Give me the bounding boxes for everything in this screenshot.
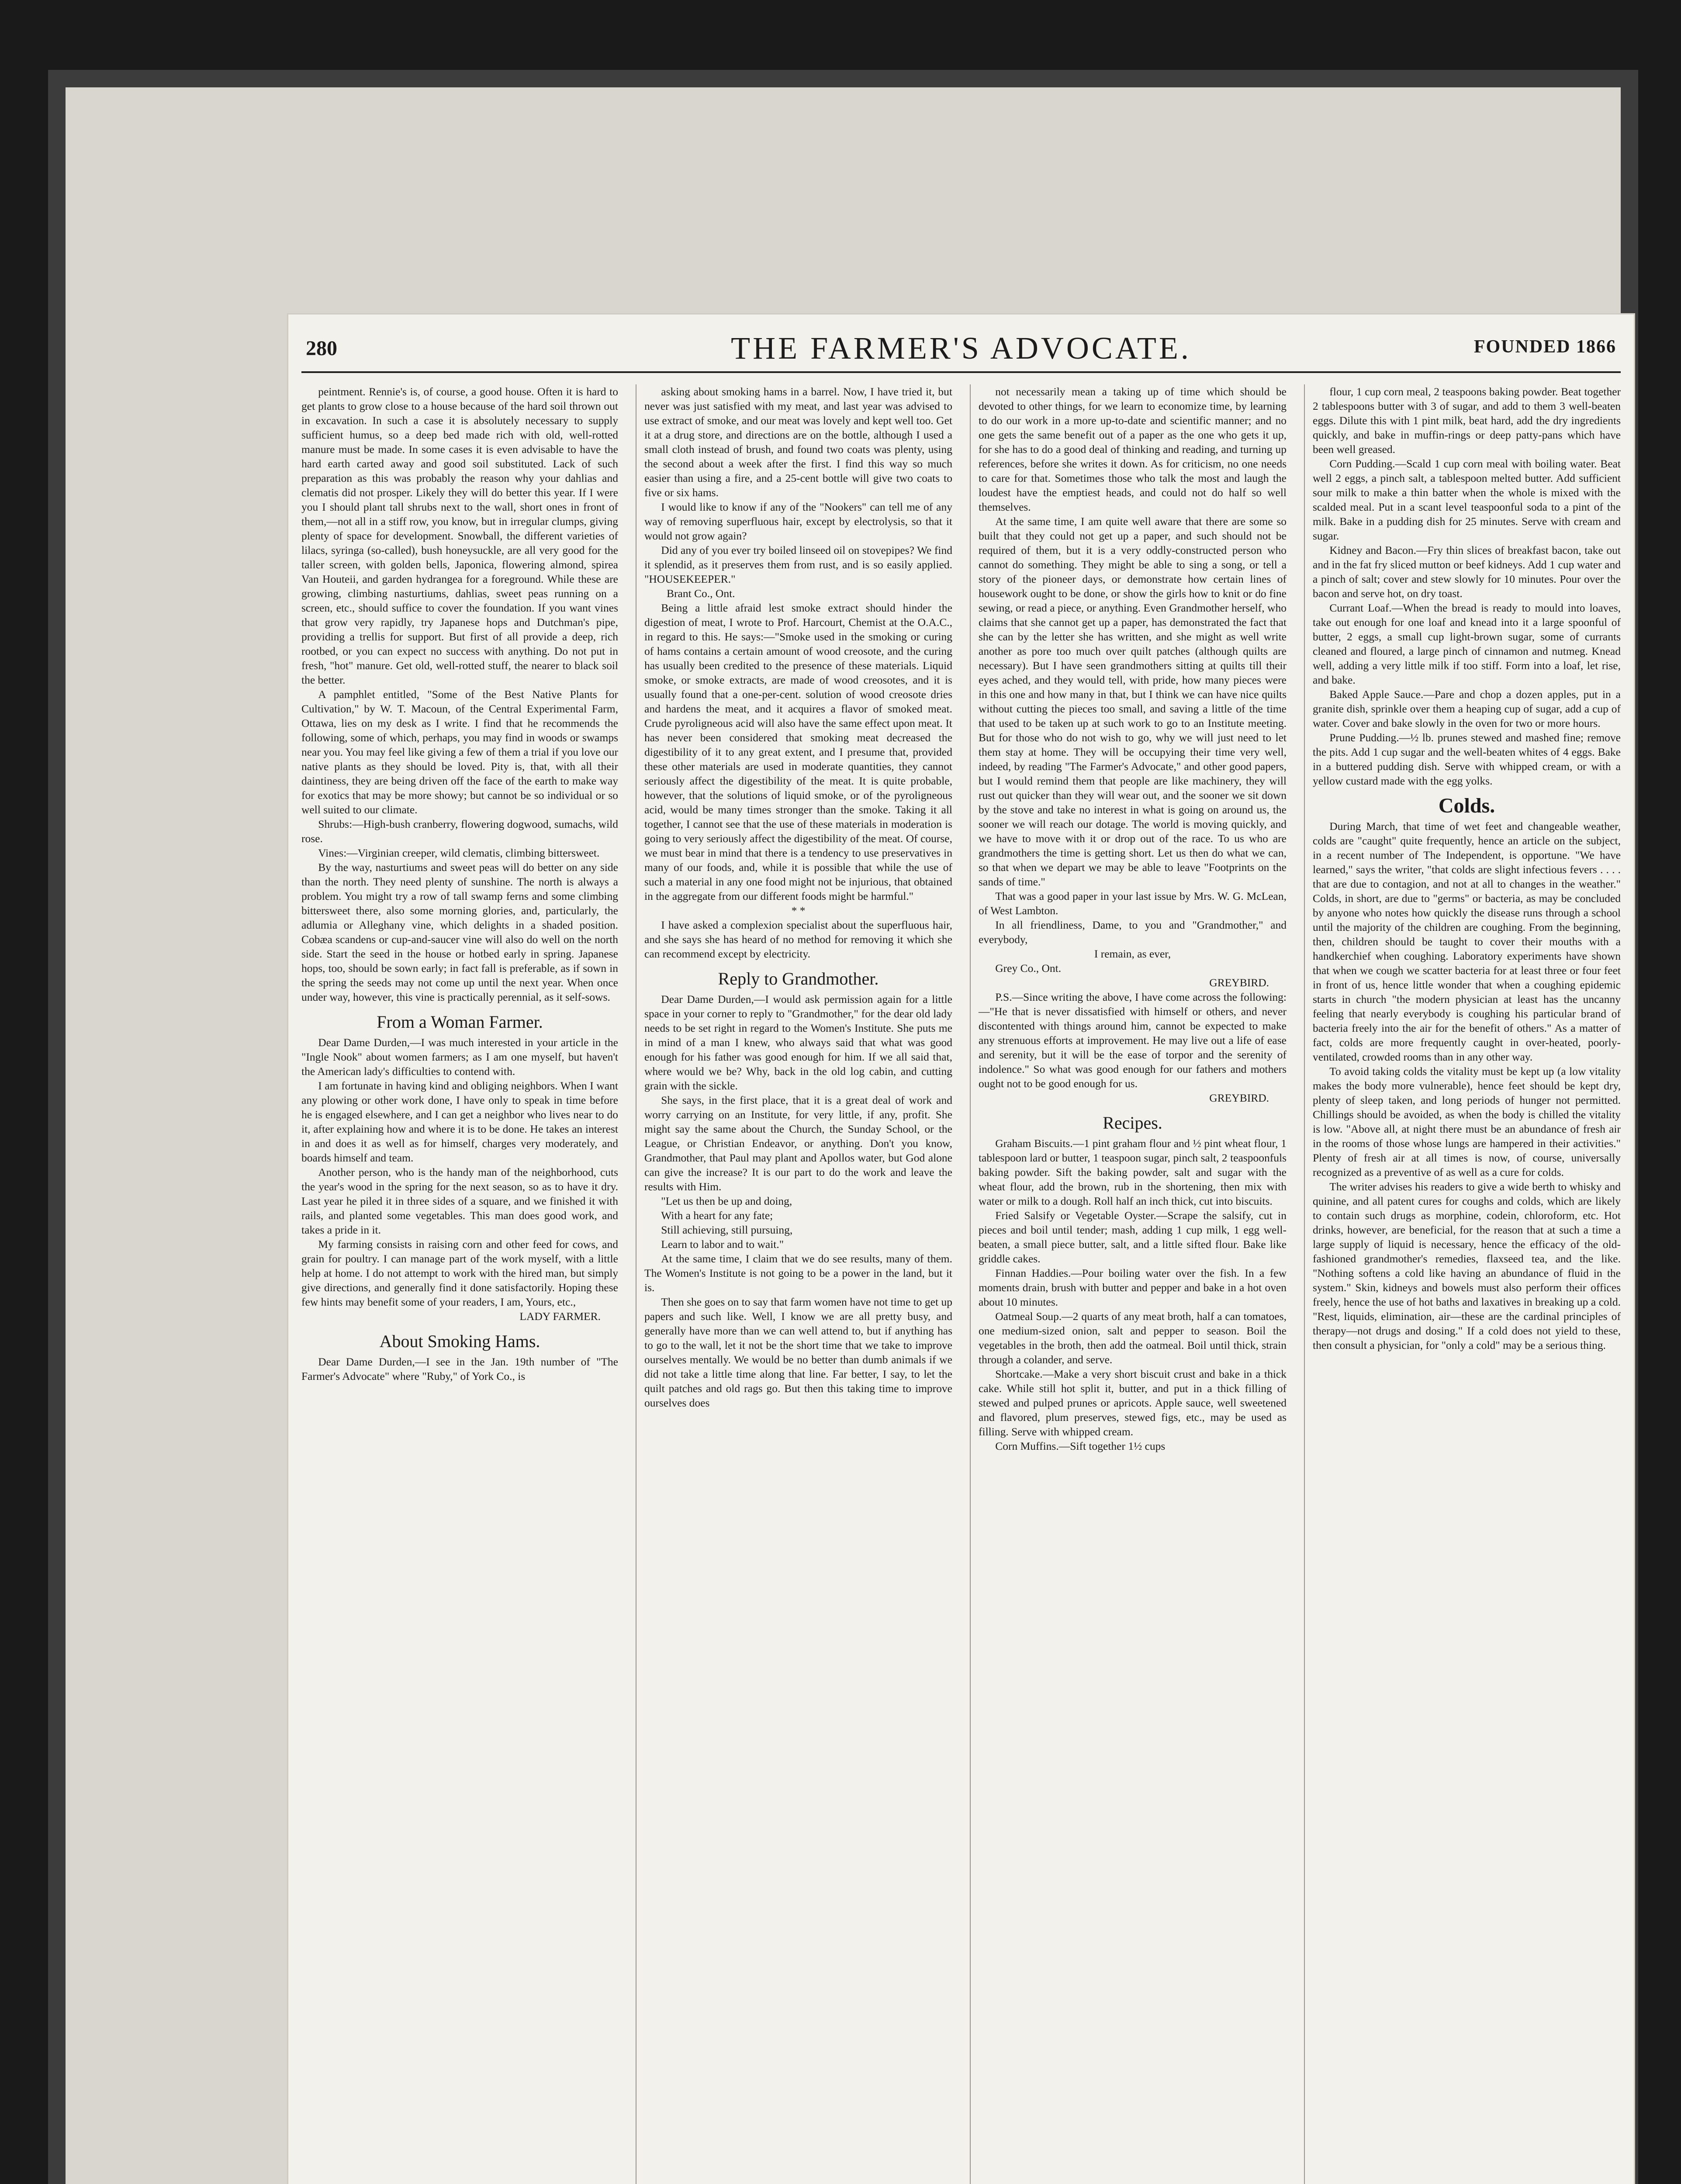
paragraph: At the same time, I am quite well aware that there are some so built that they could not get up a paper, and such should not be required of them, but it is a very oddly-constructed person who cannot do something. They might be able to sing a song, or tell a story of the pioneer days, or demonstrate how certain lines of housework ought to be done, or show the girls how to knit or do fine sewing, or read a piece, or anything. Even Grandmother herself, who claims that she cannot get up a paper, has demonstrated the fact that she can by the letter she has written, and she might as well write another as pore too much over quilt patches (although quilts are necessary). But I have seen grandmothers sitting at quilts till their eyes ached, and they would tell, with pride, how many pieces were in this one and how many in that, but I think we can have nice quilts without cutting the pieces too small, and saving a little of the time that used to be taken up at such work to go to an Institute meeting. But for those who do not wish to go, why we will just need to let them stay at home. They will be occupying their time very well, indeed, by reading "The Farmer's Advocate," and other good papers, but I would remind them that people are like machinery, they will rust out quicker than they will wear out, and the sooner we sit down by the stove and take no interest in what is going on around us, the sooner we will reach our dotage. The world is moving quickly, and we have to move with it or drop out of the race. To us who are grandmothers the time is getting short. Let us then do what we can, so that when we depart we may be able to leave "Footprints on the sands of time." — [979, 515, 1287, 888]
paragraph: To avoid taking colds the vitality must be kept up (a low vitality makes the body more vulnerable), hence feet should be kept dry, plenty of sleep taken, and long periods of hunger not permitted. Chillings should be avoided, as when the body is chilled the vitality is low. "Above all, at night there must be an abundance of fresh air in the rooms of those whose lungs are hampered in their activities." Plenty of fresh air at all times is now, of course, universally recognized as a preventive of as well as a cure for colds. — [1313, 1065, 1621, 1178]
paragraph: That was a good paper in your last issue by Mrs. W. G. McLean, of West Lambton. — [979, 890, 1287, 917]
page-header — [288, 314, 1634, 376]
paragraph: I would like to know if any of the "Nookers" can tell me of any way of removing superfluous hair, except by electrolysis, so that it would not grow again? — [644, 501, 952, 542]
paragraph: I have asked a complexion specialist about the superfluous hair, and she says she has heard of no method for removing it which she can recommend except by electricity. — [644, 919, 952, 960]
section-heading-reply-grandmother: Reply to Grandmother. — [718, 969, 879, 988]
location-line: Brant Co., Ont. — [667, 587, 735, 600]
recipe: Currant Loaf.—When the bread is ready to mould into loaves, take out enough for one loaf and knead into it a large spoonful of butter, 2 eggs, a small cup light-brown sugar, some of currants cleaned and floured, a large pinch of cinnamon and nutmeg. Knead well, adding a very little milk if too stiff. Form into a loaf, let rise, and bake. — [1313, 601, 1621, 686]
signature: GREYBIRD. — [1209, 976, 1269, 989]
article-columns — [301, 384, 1621, 2184]
recipe: Shortcake.—Make a very short biscuit crust and bake in a thick cake. While still hot split it, butter, and put in a thick filling of stewed and pulped prunes or apricots. Apple sauce, well sweetened and flavored, plum preserves, stewed figs, etc., may be used as filling. Serve with whipped cream. — [979, 1368, 1287, 1438]
recipe: Prune Pudding.—½ lb. prunes stewed and mashed fine; remove the pits. Add 1 cup sugar and the well-beaten whites of 4 eggs. Bake in a buttered pudding dish. Serve with whipped cream, or with a yellow custard made with the egg yolks. — [1313, 731, 1621, 787]
section-heading-woman-farmer: From a Woman Farmer. — [377, 1012, 543, 1032]
paragraph: Dear Dame Durden,—I see in the Jan. 19th number of "The Farmer's Advocate" where "Ruby," of York Co., is — [301, 1355, 618, 1382]
masthead-title: THE FARMER'S ADVOCATE. — [731, 331, 1191, 366]
paragraph: She says, in the first place, that it is a great deal of work and worry carrying on an Institute, for very little, if any, profit. She might say the same about the Church, the Sunday School, or the League, or Christian Endeavor, or anything. Don't you know, Grandmother, that Paul may plant and Apollos water, but God alone can give the increase? It is our part to do the work and leave the results with Him. — [644, 1094, 952, 1193]
page-number: 280 — [306, 337, 337, 360]
paragraph: My farming consists in raising corn and other feed for cows, and grain for poultry. I can manage part of the work myself, with a little help at home. I do not attempt to work with the hired man, but simply give directions, and generally find it done satisfactorily. Hoping these few hints may benefit some of your readers, I am, Yours, etc., — [301, 1238, 618, 1308]
paragraph: Shrubs:—High-bush cranberry, flowering dogwood, sumachs, wild rose. — [301, 818, 618, 845]
paragraph: asking about smoking hams in a barrel. Now, I have tried it, but never was just satisfied with my meat, and last year was advised to use extract of smoke, and our meat was lovely and kept well too. Get it at a drug store, and directions are on the bottle, although I used a small cloth instead of brush, and found two coats was plenty, using the second about a week after the first. I find this way so much easier than using a fire, and a 25-cent bottle will give two coats to five or six hams. — [644, 385, 952, 499]
column-1 — [301, 384, 618, 2184]
separator-stars: * * — [791, 904, 806, 917]
column-3 — [970, 384, 1287, 2184]
paragraph: Did any of you ever try boiled linseed oil on stovepipes? We find it splendid, as it preserves them from rust, and is so easily applied. "HOUSEKEEPER." — [644, 544, 952, 585]
recipe: Baked Apple Sauce.—Pare and chop a dozen apples, put in a granite dish, sprinkle over them a heaping cup of sugar, add a cup of water. Cover and bake slowly in the oven for two or more hours. — [1313, 688, 1621, 729]
column-2 — [636, 384, 952, 2184]
paragraph: A pamphlet entitled, "Some of the Best Native Plants for Cultivation," by W. T. Macoun, of the Central Experimental Farm, Ottawa, lies on my desk as I write. I find that he recommends the following, some of which, perhaps, you may find in woods or swamps near you. You may feel like giving a few of them a trial if you love our native plants as they should be loved. Pity is, that, with all their daintiness, they are being driven off the face of the earth to make way for exotics that may be more showy; but cannot be so individual or so well suited to our climate. — [301, 688, 618, 816]
recipe: Oatmeal Soup.—2 quarts of any meat broth, half a can tomatoes, one medium-sized onion, salt and pepper to season. Boil the vegetables in the broth, then add the oatmeal. Boil until thick, strain through a colander, and serve. — [979, 1310, 1287, 1366]
paragraph: peintment. Rennie's is, of course, a good house. Often it is hard to get plants to grow close to a house because of the hard soil thrown out in excavation. In such a case it is absolutely necessary to supply sufficient humus, so a deep bed made rich with old, well-rotted manure must be made. In some cases it is even advisable to have the hard earth carted away and good soil substituted. Lack of such preparation as this was probably the reason why your dahlias and clematis did not prosper. Likely they will do better this year. If I were you I should plant tall shrubs next to the wall, short ones in front of them,—not all in a stiff row, you know, but in irregular clumps, giving plenty of space for development. Snowball, the different varieties of lilacs, syringa (so-called), bush honeysuckle, are all very good for the taller screen, with golden bells, Japonica, flowering almond, spirea Van Houteii, and garden hydrangea for a foreground. While these are growing, climbing nasturtiums, dahlias, sweet peas running on a screen, etc., should suffice to cover the foundation. If you want vines that grow very rapidly, try Japanese hops and Dutchman's pipe, providing a trellis for support. But first of all provide a deep, rich rootbed, or you can expect no success with anything. Do not put in fresh, "hot" manure. Get old, well-rotted stuff, the nearer to black soil the better. — [301, 385, 618, 686]
recipe: Kidney and Bacon.—Fry thin slices of breakfast bacon, take out and in the fat fry sliced mutton or beef kidneys. Add 1 cup water and a pinch of salt; cover and stew slowly for 10 minutes. Pour over the bacon and serve hot, on dry toast. — [1313, 544, 1621, 600]
paragraph: Then she goes on to say that farm women have not time to get up papers and such like. Well, I know we are all pretty busy, and generally have more than we can well attend to, but if anything has to go to the wall, let it not be the short time that we take to improve ourselves mentally. We would be no better than dumb animals if we did not take a little time along that line. Far better, I say, to let the quilt patches and old rags go. But then this taking time to improve ourselves does — [644, 1296, 952, 1409]
recipe: flour, 1 cup corn meal, 2 teaspoons baking powder. Beat together 2 tablespoons butter with 3 of sugar, and add to them 3 well-beaten eggs. Dilute this with 1 pint milk, beat hard, add the dry ingredients quickly, and bake in muffin-rings or deep patty-pans which have been well greased. — [1313, 385, 1621, 456]
paragraph: Being a little afraid lest smoke extract should hinder the digestion of meat, I wrote to Prof. Harcourt, Chemist at the O.A.C., in regard to this. He says:—"Smoke used in the smoking or curing of hams contains a certain amount of wood creosote, and the curing has usually been credited to the presence of these materials. Liquid smoke, or smoke extracts, are made of wood creosotes, and it is usually found that a one-per-cent. solution of wood creosote dries and hardens the meat, and it acquires a flavor of smoked meat. Crude pyroligneous acid will also have the same effect upon meat. It has never been considered that smoking meat decreased the digestibility of it to any great extent, and I presume that, provided these other materials are used in moderate quantities, they cannot seriously affect the digestibility of the meat. It is quite probable, however, that the solutions of liquid smoke, or of the pyroligneous acid, would be many times stronger than the smoke. Taking it all together, I cannot see that the use of these materials in moderation is going to very seriously affect the digestibility of the meat. Of course, we must bear in mind that there is a tendency to use preservatives in many of our foods, and, while it is possible that while the use of such a material in any one food might not be injurious, that obtained in the aggregate from our different foods might be harmful." — [644, 601, 952, 902]
column-4 — [1304, 384, 1621, 2184]
recipe: Corn Muffins.—Sift together 1½ cups — [995, 1440, 1166, 1452]
signature: LADY FARMER. — [519, 1310, 601, 1323]
paragraph: The writer advises his readers to give a wide berth to whisky and quinine, and all patent cures for coughs and colds, which are likely to contain such drugs as morphine, codein, chloroform, etc. Hot drinks, however, are beneficial, for the reason that at such a time a large supply of liquid is necessary, hence the efficacy of the old-fashioned grandmother's remedies, flaxseed tea, and the like. "Nothing softens a cold like having an abundance of fluid in the system." Skin, kidneys and bowels must also perform their offices freely, hence the use of hot baths and laxatives in breaking up a cold. "Rest, liquids, elimination, air—these are the cardinal principles of therapy—not drugs and dosing." If a cold does not yield to these, then consult a physician, for "only a cold" may be a serious thing. — [1313, 1180, 1621, 1351]
founded-year: FOUNDED 1866 — [1473, 337, 1616, 357]
section-heading-colds: Colds. — [1438, 794, 1495, 817]
poem-quote: "Let us then be up and doing, With a heart for any fate; Still achieving, still pursuing, Learn to labor and to wait." — [661, 1195, 793, 1251]
signature: GREYBIRD. — [1209, 1092, 1269, 1104]
paragraph: In all friendliness, Dame, to you and "Grandmother," and everybody, — [979, 919, 1287, 946]
recipe: Corn Pudding.—Scald 1 cup corn meal with boiling water. Beat well 2 eggs, a pinch salt, a tablespoon melted butter. Add sufficient sour milk to make a thin batter when the whole is mixed with the scalded meal. Put in a scant level teaspoonful soda to a pint of the milk. Bake in a pudding dish for 25 minutes. Serve with cream and sugar. — [1313, 457, 1621, 542]
location-line: Grey Co., Ont. — [995, 962, 1062, 975]
section-heading-recipes: Recipes. — [1103, 1113, 1162, 1133]
recipe: Finnan Haddies.—Pour boiling water over the fish. In a few moments drain, brush with butter and pepper and bake in a hot oven about 10 minutes. — [979, 1267, 1287, 1308]
section-heading-smoking-hams: About Smoking Hams. — [379, 1331, 540, 1351]
recipe: Graham Biscuits.—1 pint graham flour and ½ pint wheat flour, 1 tablespoon lard or butter, 1 teaspoon sugar, pinch salt, 2 teaspoonfuls baking powder. Sift the baking powder, salt and sugar with the wheat flour, add the brown, rub in the shortening, then mix with water or milk to a dough. Roll half an inch thick, cut into biscuits. — [979, 1137, 1287, 1207]
recipe: Fried Salsify or Vegetable Oyster.—Scrape the salsify, cut in pieces and boil until tender; mash, adding 1 cup milk, 1 egg well-beaten, a small piece butter, salt, and a little sifted flour. Bake like griddle cakes. — [979, 1209, 1287, 1265]
paragraph: I am fortunate in having kind and obliging neighbors. When I want any plowing or other work done, I have only to speak in time before he is engaged elsewhere, and I can get a neighbor who lives near to do it, after explaining how and where it is to be done. He takes an interest in and does it as well as for himself, charges very moderately, and boards himself and team. — [301, 1079, 618, 1164]
paragraph: P.S.—Since writing the above, I have come across the following:—"He that is never dissatisfied with himself or others, and never discontented with things around him, cannot be expected to make any strenuous efforts at improvement. He may live out a life of ease and serenity, but it will be the ease of torpor and the serenity of indolence." So what was good enough for our fathers and mothers ought not to be good enough for us. — [979, 991, 1287, 1090]
paragraph: Dear Dame Durden,—I was much interested in your article in the "Ingle Nook" about women farmers; as I am one myself, but haven't the American lady's difficulties to contend with. — [301, 1036, 618, 1078]
paragraph: Dear Dame Durden,—I would ask permission again for a little space in your corner to reply to "Grandmother," for the dear old lady needs to be set right in regard to the Women's Institute. She puts me in mind of a man I knew, who always said that what was good enough for his father was good enough for him. If we all said that, where would we be? Why, back in the old log cabin, and cutting grain with the sickle. — [644, 993, 952, 1092]
paragraph: During March, that time of wet feet and changeable weather, colds are "caught" quite frequently, hence an article on the subject, in a recent number of The Independent, is opportune. "We have learned," says the writer, "that colds are slight infectious fevers . . . . that are due to contagion, and not at all to changes in the weather." Colds, in short, are due to "germs" or bacteria, as may be concluded by anyone who notes how quickly the disease runs through a school until the majority of the children are coughing. From the beginning, then, children should be taught to cover their mouths with a handkerchief when coughing. Laboratory experiments have shown that when we cough we scatter bacteria for at least three or four feet in front of us, hence little wonder that when a coughing epidemic starts in church "the modern physician at least has the uncanny feeling that nearly everybody is coughing his particular brand of bacteria freely into the air for the benefit of others." As a matter of fact, colds are more frequently caught in over-heated, poorly-ventilated, crowded rooms than in any other way. — [1313, 820, 1621, 1063]
paragraph: not necessarily mean a taking up of time which should be devoted to other things, for we learn to economize time, by learning to do our work in a more up-to-date and scientific manner; and no one gets the same benefit out of a paper as the one who gets it up, for she has to do a good deal of thinking and reading, and turning up references, before she writes it down. As for criticism, no one needs to care for that. Sometimes those who talk the most and laugh the loudest have the emptiest heads, and could not do half so well themselves. — [979, 385, 1287, 513]
newspaper-page — [288, 314, 1634, 2184]
paragraph: At the same time, I claim that we do see results, many of them. The Women's Institute is not going to be a power in the land, but it is. — [644, 1252, 952, 1294]
paragraph: Vines:—Virginian creeper, wild clematis, climbing bittersweet. — [318, 847, 600, 859]
paragraph: By the way, nasturtiums and sweet peas will do better on any side than the north. They need plenty of sunshine. The north is always a problem. You might try a row of tall swamp ferns and some climbing bittersweet there, also some morning glories, and, particularly, the adlumia or Alleghany vine, which delights in a shaded position. Cobæa scandens or cup-and-saucer vine will also do well on the north side. Start the seed in the house or hotbed early in spring. Japanese hops, too, should be sown early; in fact fall is preferable, as if sown in the spring the seeds may not come up until the next year. When once under way, however, this vine is practically perennial, as it self-sows. — [301, 861, 618, 1003]
paragraph: Another person, who is the handy man of the neighborhood, cuts the year's wood in the spring for the next season, so as to have it dry. Last year he piled it in three sides of a square, and we finished it with rails, and planted some vegetables. This man does good work, and takes a pride in it. — [301, 1166, 618, 1236]
closing-line: I remain, as ever, — [1094, 947, 1171, 960]
header-rule — [301, 371, 1621, 373]
